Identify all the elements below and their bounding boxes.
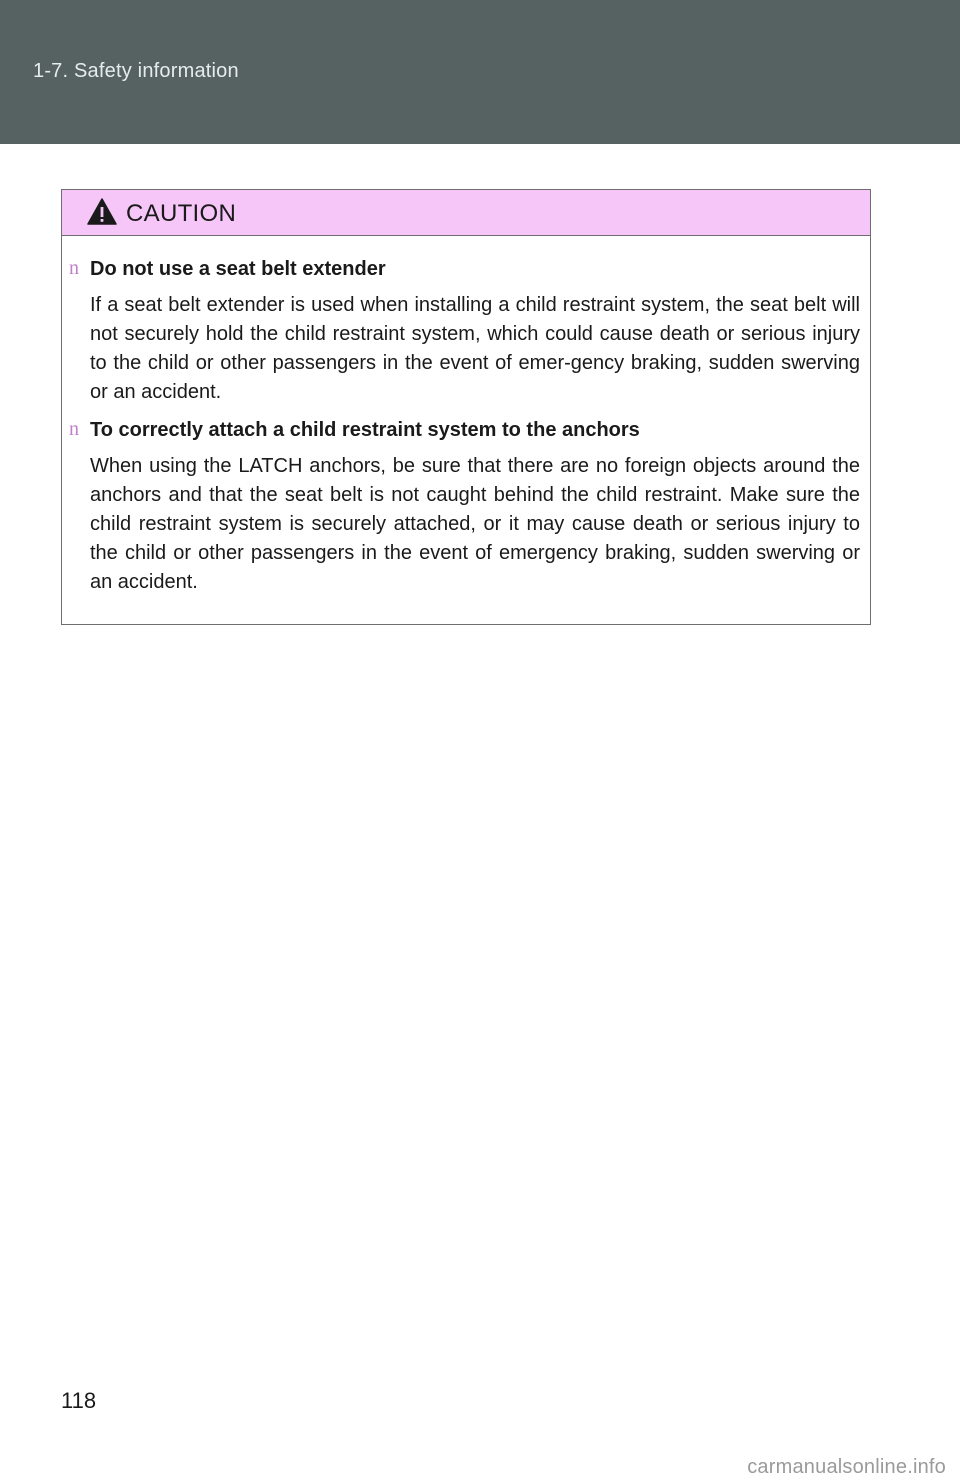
caution-label: CAUTION xyxy=(126,200,237,227)
caution-item-text: If a seat belt extender is used when installing a child restraint system, the seat belt will not securely hold the child restraint system, which could cause death or serious injury to the child or other passengers in the event of emer-gency braking, sudden swerving or an accident. xyxy=(90,294,860,403)
caution-item xyxy=(62,417,860,597)
caution-item xyxy=(62,256,860,407)
caution-item-text: When using the LATCH anchors, be sure that there are no foreign objects around the anchors and that the seat belt is not caught behind the child restraint. Make sure the child restraint system is securely attached, or it may cause death or serious injury to the child or other passengers in the event of emergency braking, sudden swerving or an accident. xyxy=(90,455,860,593)
warning-triangle-icon xyxy=(86,196,118,228)
caution-item-title: Do not use a seat belt extender xyxy=(90,258,386,280)
section-title: 1-7. Safety information xyxy=(33,60,239,82)
caution-header xyxy=(62,190,870,236)
bullet-marker: n xyxy=(69,257,79,279)
bullet-marker: n xyxy=(69,418,79,440)
caution-item-title: To correctly attach a child restraint system to the anchors xyxy=(90,419,640,441)
page-number: 118 xyxy=(61,1388,97,1413)
caution-box xyxy=(61,189,871,625)
watermark: carmanualsonline.info xyxy=(747,1456,946,1478)
caution-body xyxy=(62,236,870,597)
page-header xyxy=(0,0,960,144)
